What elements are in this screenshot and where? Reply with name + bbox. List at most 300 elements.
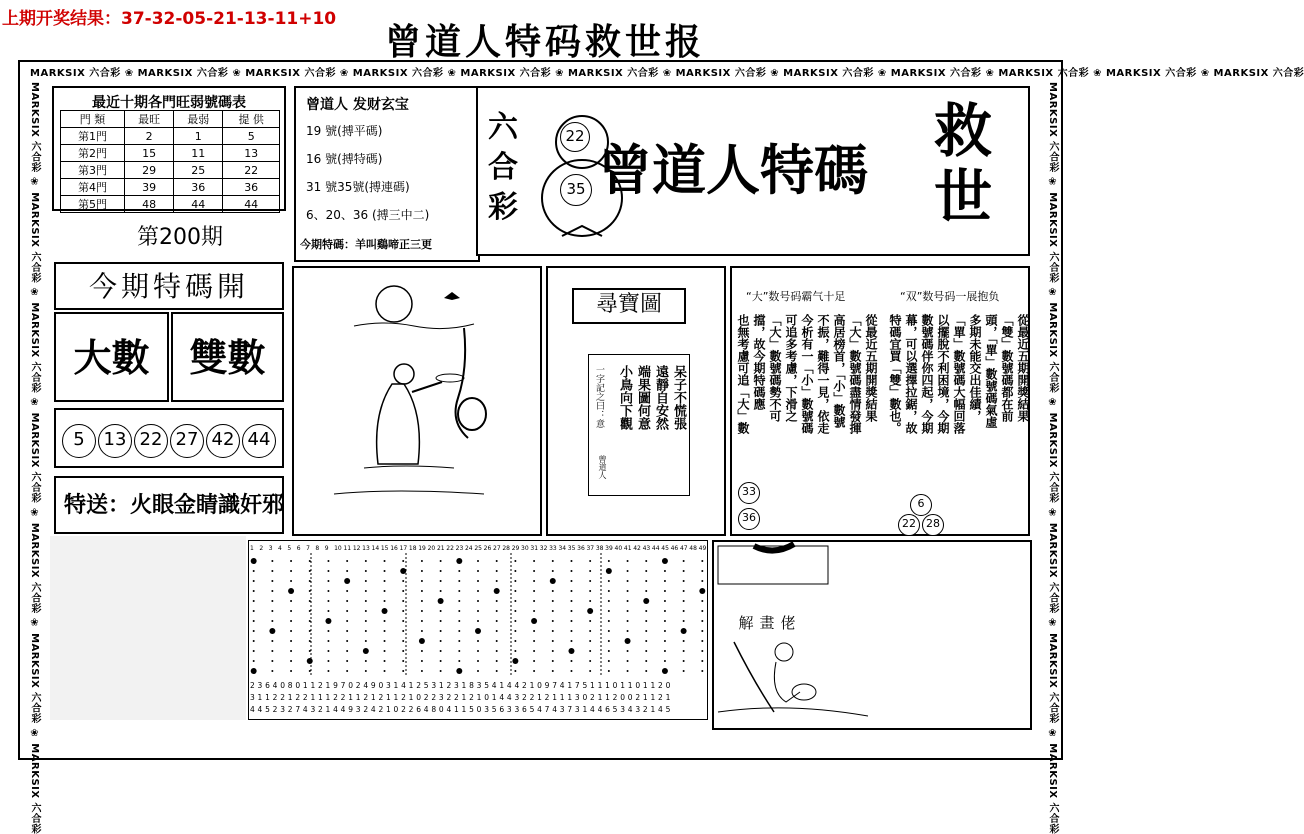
grid-column-number: 49 bbox=[698, 545, 707, 552]
grid-column-number: 39 bbox=[605, 545, 613, 552]
grid-dot bbox=[421, 620, 423, 622]
grid-column-number: 35 bbox=[567, 545, 576, 552]
analysis-column: 多期未能交出佳績， bbox=[968, 314, 982, 422]
grid-dot bbox=[365, 630, 367, 632]
table-header: 最旺 bbox=[125, 111, 174, 128]
grid-dot bbox=[440, 570, 442, 572]
scroll-line: 呆子不慌張 bbox=[671, 365, 686, 430]
analysis-column: 特碼宜買「雙」數也。 bbox=[888, 314, 902, 434]
grid-dot bbox=[402, 620, 404, 622]
lhc-label bbox=[488, 108, 518, 228]
grid-dot bbox=[402, 660, 404, 662]
logo-char: 世 bbox=[933, 163, 992, 231]
grid-dot bbox=[346, 670, 348, 672]
grid-dot bbox=[421, 670, 423, 672]
grid-column-number: 12 bbox=[352, 545, 361, 552]
grid-dot bbox=[552, 600, 554, 602]
grid-column-number: 36 bbox=[577, 545, 585, 552]
grid-dot bbox=[419, 638, 425, 644]
grid-dot bbox=[290, 610, 292, 612]
big-number-label: 大數 bbox=[54, 312, 169, 402]
grid-dot bbox=[683, 640, 685, 642]
analysis-column: 今析有一「小」數號碼 bbox=[800, 314, 814, 434]
analysis-column: 「雙」數號碼都在前 bbox=[1000, 314, 1014, 422]
grid-dot bbox=[645, 580, 647, 582]
grid-dot bbox=[309, 640, 311, 642]
grid-column-number: 11 bbox=[343, 545, 352, 552]
cartoon-label: 解畫佬 bbox=[738, 614, 802, 632]
grid-dot bbox=[402, 590, 404, 592]
grid-dot bbox=[384, 570, 386, 572]
grid-dot bbox=[496, 660, 498, 662]
grid-dot bbox=[400, 568, 406, 574]
grid-dot bbox=[346, 590, 348, 592]
grid-column-number: 32 bbox=[539, 545, 548, 552]
door-stats-table bbox=[60, 110, 280, 213]
grid-column-number: 1 bbox=[250, 545, 254, 552]
grid-dot bbox=[346, 620, 348, 622]
cartoon-illustration bbox=[714, 542, 1030, 728]
table-cell: 44 bbox=[223, 196, 280, 213]
grid-dot bbox=[512, 658, 518, 664]
treasure-title: 尋寶圖 bbox=[572, 288, 686, 324]
grid-dot bbox=[309, 610, 311, 612]
open-label: 今期特碼開 bbox=[54, 262, 284, 310]
grid-dot bbox=[570, 570, 572, 572]
grid-dot bbox=[253, 650, 255, 652]
open-number: 42 bbox=[206, 424, 240, 458]
grid-dot bbox=[589, 600, 591, 602]
grid-dot bbox=[701, 620, 703, 622]
grid-dot bbox=[589, 640, 591, 642]
tips-special: 今期特碼：羊叫鷄啼正三更 bbox=[300, 238, 432, 251]
grid-dot bbox=[589, 650, 591, 652]
grid-dot bbox=[533, 630, 535, 632]
grid-dot bbox=[645, 620, 647, 622]
marksix-strip-top: MARKSIX 六合彩 ❀ MARKSIX 六合彩 ❀ MARKSIX 六合彩 ❀ MARKSIX 六合彩 ❀ MARKSIX 六合彩 ❀ MARKSIX 六合彩 ❀ MARKSIX 六合彩 ❀ MARKSIX 六合彩 ❀ MARKSIX 六合彩 ❀ MARKSIX 六合彩 ❀ MARKSIX 六合彩 ❀ MARKSIX 六合彩 bbox=[30, 68, 1304, 79]
grid-dot bbox=[271, 570, 273, 572]
analysis-ball: 6 bbox=[910, 494, 932, 516]
grid-dot bbox=[477, 650, 479, 652]
grid-dot bbox=[662, 668, 668, 674]
grid-dot bbox=[589, 560, 591, 562]
grid-dot bbox=[627, 610, 629, 612]
grid-dot bbox=[327, 650, 329, 652]
grid-dot bbox=[570, 660, 572, 662]
logo-char: 救 bbox=[933, 97, 992, 165]
grid-dot bbox=[382, 608, 388, 614]
grid-dot bbox=[477, 620, 479, 622]
grid-dot bbox=[309, 620, 311, 622]
tip-line: 16 號(搏特碼) bbox=[306, 152, 383, 166]
grid-dot bbox=[271, 560, 273, 562]
grid-dot bbox=[421, 590, 423, 592]
grid-dot bbox=[290, 600, 292, 602]
grid-dot bbox=[440, 620, 442, 622]
grid-dot bbox=[309, 600, 311, 602]
grid-dot bbox=[683, 570, 685, 572]
grid-dot bbox=[346, 610, 348, 612]
grid-dot bbox=[533, 600, 535, 602]
scroll-line: 遠靜自安然 bbox=[653, 365, 668, 430]
dot-grid-chart bbox=[249, 541, 707, 677]
grid-dot bbox=[645, 590, 647, 592]
grid-dot bbox=[421, 570, 423, 572]
analysis-heading-left: “大”数号码霸气十足 bbox=[746, 290, 846, 303]
grid-dot bbox=[402, 670, 404, 672]
scroll-signature: 曾道人 bbox=[598, 455, 607, 479]
table-cell: 39 bbox=[125, 179, 174, 196]
table-row bbox=[61, 145, 280, 162]
grid-dot bbox=[365, 670, 367, 672]
grid-dot bbox=[514, 620, 516, 622]
grid-dot bbox=[494, 588, 500, 594]
grid-dot bbox=[608, 600, 610, 602]
open-number: 13 bbox=[98, 424, 132, 458]
table-cell: 第5門 bbox=[61, 196, 125, 213]
table-cell: 第1門 bbox=[61, 128, 125, 145]
grid-dot bbox=[552, 660, 554, 662]
grid-dot bbox=[325, 618, 331, 624]
grid-dot bbox=[402, 650, 404, 652]
grid-dot bbox=[458, 610, 460, 612]
analysis-column: 頭，「單」數號碼氣虛 bbox=[984, 314, 998, 428]
grid-dot bbox=[309, 670, 311, 672]
grid-dot bbox=[533, 640, 535, 642]
grid-dot bbox=[550, 578, 556, 584]
grid-dot bbox=[664, 620, 666, 622]
grid-dot bbox=[514, 640, 516, 642]
grid-column-number: 19 bbox=[418, 545, 426, 552]
grid-dot bbox=[552, 590, 554, 592]
grid-dot bbox=[514, 600, 516, 602]
grid-dot bbox=[384, 600, 386, 602]
grid-number-row: 3 1 1 2 2 1 2 2 1 1 1 2 2 1 1 2 1 2 1 1 2 1 0 2 2 3 2 2 1 2 1 0 1 4 4 3 2 2 1 2 1 1 1 3 0 2 1 1 2 0 0 2 1 1 2 1 bbox=[250, 693, 671, 702]
grid-column-number: 23 bbox=[455, 545, 464, 552]
grid-dot bbox=[570, 630, 572, 632]
grid-dot bbox=[384, 560, 386, 562]
analysis-column: 以擺脫不利困境，今期 bbox=[936, 314, 950, 434]
grid-dot bbox=[496, 640, 498, 642]
grid-dot bbox=[496, 560, 498, 562]
grid-dot bbox=[664, 580, 666, 582]
grid-dot bbox=[271, 610, 273, 612]
grid-dot bbox=[683, 560, 685, 562]
paper-title: 曾道人特码救世报 bbox=[384, 21, 705, 63]
grid-dot bbox=[701, 660, 703, 662]
grid-dot bbox=[589, 570, 591, 572]
grid-dot bbox=[421, 650, 423, 652]
grid-dot bbox=[701, 650, 703, 652]
analysis-ball: 28 bbox=[922, 514, 944, 536]
table-cell: 11 bbox=[174, 145, 223, 162]
analysis-ball: 22 bbox=[898, 514, 920, 536]
grid-dot bbox=[421, 610, 423, 612]
grid-dot bbox=[664, 640, 666, 642]
grid-dot bbox=[662, 558, 668, 564]
grid-dot bbox=[365, 560, 367, 562]
grid-dot bbox=[552, 650, 554, 652]
grid-column-number: 46 bbox=[670, 545, 679, 552]
grid-dot bbox=[440, 670, 442, 672]
grid-dot bbox=[402, 580, 404, 582]
grid-dot bbox=[346, 600, 348, 602]
table-header: 門 類 bbox=[61, 111, 125, 128]
grid-dot bbox=[627, 590, 629, 592]
grid-dot bbox=[589, 630, 591, 632]
grid-dot bbox=[683, 670, 685, 672]
grid-dot bbox=[701, 580, 703, 582]
old-man-illustration bbox=[294, 268, 540, 534]
table-cell: 48 bbox=[125, 196, 174, 213]
grid-column-number: 34 bbox=[558, 545, 567, 552]
grid-dot bbox=[643, 598, 649, 604]
open-number: 44 bbox=[242, 424, 276, 458]
analysis-panel bbox=[730, 266, 1030, 536]
grid-column-number: 15 bbox=[380, 545, 389, 552]
grid-dot bbox=[440, 660, 442, 662]
grid-dot bbox=[533, 590, 535, 592]
grid-dot bbox=[421, 580, 423, 582]
grid-dot bbox=[570, 580, 572, 582]
grid-dot bbox=[645, 670, 647, 672]
grid-column-number: 38 bbox=[595, 545, 604, 552]
grid-dot bbox=[589, 590, 591, 592]
grid-number-rows bbox=[248, 676, 708, 720]
grid-dot bbox=[701, 610, 703, 612]
grid-dot bbox=[290, 640, 292, 642]
grid-dot bbox=[440, 640, 442, 642]
grid-dot bbox=[514, 560, 516, 562]
grid-dot bbox=[327, 560, 329, 562]
grid-dot bbox=[627, 670, 629, 672]
grid-dot bbox=[251, 558, 257, 564]
logo-panel bbox=[476, 86, 1030, 256]
grid-dot bbox=[477, 660, 479, 662]
grid-dot bbox=[440, 560, 442, 562]
table-header: 提 供 bbox=[223, 111, 280, 128]
grid-dot bbox=[365, 590, 367, 592]
even-number-label: 雙數 bbox=[171, 312, 284, 402]
grid-dot bbox=[421, 600, 423, 602]
grid-dot bbox=[253, 600, 255, 602]
grid-dot bbox=[645, 570, 647, 572]
grid-dot bbox=[477, 590, 479, 592]
grid-dot bbox=[327, 670, 329, 672]
grid-dot bbox=[608, 660, 610, 662]
grid-dot bbox=[701, 570, 703, 572]
grid-dot bbox=[327, 610, 329, 612]
grid-column-number: 20 bbox=[427, 545, 436, 552]
grid-dot bbox=[496, 670, 498, 672]
grid-dot bbox=[458, 570, 460, 572]
grid-dot bbox=[589, 580, 591, 582]
grid-column-number: 21 bbox=[436, 545, 445, 552]
grid-column-number: 13 bbox=[362, 545, 370, 552]
table-cell: 2 bbox=[125, 128, 174, 145]
grid-dot bbox=[699, 588, 705, 594]
table-cell: 25 bbox=[174, 162, 223, 179]
grid-dot bbox=[608, 580, 610, 582]
grid-dot bbox=[458, 600, 460, 602]
grid-dot bbox=[365, 600, 367, 602]
illustration-panel bbox=[292, 266, 542, 536]
grid-column-number: 30 bbox=[521, 545, 529, 552]
grid-column-number: 47 bbox=[679, 545, 688, 552]
treasure-scroll bbox=[588, 354, 690, 496]
grid-dot bbox=[608, 560, 610, 562]
grid-dot bbox=[701, 630, 703, 632]
grid-dot bbox=[496, 600, 498, 602]
grid-dot bbox=[701, 560, 703, 562]
grid-dot bbox=[683, 600, 685, 602]
grid-column-number: 31 bbox=[530, 545, 539, 552]
grid-dot bbox=[664, 630, 666, 632]
analysis-column: 「大」數號碼勢不可 bbox=[768, 314, 782, 422]
door-stats-panel bbox=[52, 86, 286, 211]
grid-dot bbox=[346, 660, 348, 662]
grid-dot bbox=[458, 650, 460, 652]
grid-dot bbox=[683, 660, 685, 662]
table-row bbox=[61, 179, 280, 196]
tips-title: 曾道人 发财玄宝 bbox=[306, 97, 409, 113]
grid-dot bbox=[346, 630, 348, 632]
grid-column-number: 16 bbox=[390, 545, 398, 552]
open-numbers-panel bbox=[54, 408, 284, 468]
grid-column-number: 24 bbox=[464, 545, 473, 552]
grid-dot bbox=[681, 628, 687, 634]
grid-dot bbox=[570, 560, 572, 562]
grid-dot bbox=[477, 600, 479, 602]
table-cell: 第4門 bbox=[61, 179, 125, 196]
grid-dot bbox=[402, 560, 404, 562]
table-cell: 22 bbox=[223, 162, 280, 179]
grid-dot bbox=[440, 610, 442, 612]
grid-column-number: 37 bbox=[586, 545, 595, 552]
grid-column-number: 41 bbox=[623, 545, 632, 552]
grid-dot bbox=[552, 630, 554, 632]
grid-column-number: 45 bbox=[661, 545, 669, 552]
grid-dot bbox=[327, 660, 329, 662]
grid-column-number: 33 bbox=[549, 545, 557, 552]
analysis-column: 不振，難得一見，依走 bbox=[816, 314, 830, 434]
open-number: 27 bbox=[170, 424, 204, 458]
grid-dot bbox=[290, 670, 292, 672]
tip-line: 19 號(搏平碼) bbox=[306, 124, 383, 138]
grid-dot bbox=[683, 610, 685, 612]
grid-column-number: 42 bbox=[633, 545, 641, 552]
grid-dot bbox=[496, 580, 498, 582]
grid-dot bbox=[533, 580, 535, 582]
grid-dot bbox=[701, 640, 703, 642]
grid-dot bbox=[440, 580, 442, 582]
grid-dot bbox=[253, 580, 255, 582]
table-header-row bbox=[61, 111, 280, 128]
grid-column-number: 18 bbox=[408, 545, 417, 552]
table-header: 最弱 bbox=[174, 111, 223, 128]
grid-column-number: 44 bbox=[651, 545, 660, 552]
grid-dot bbox=[533, 660, 535, 662]
grid-dot bbox=[627, 650, 629, 652]
grid-dot bbox=[458, 580, 460, 582]
last-result-banner: 上期开奖结果：37-32-05-21-13-11+10 bbox=[2, 9, 337, 29]
analysis-column: 從最近五期開獎結果 bbox=[864, 314, 878, 422]
grid-dot bbox=[701, 670, 703, 672]
open-number: 5 bbox=[62, 424, 96, 458]
grid-dot bbox=[608, 590, 610, 592]
grid-dot bbox=[608, 650, 610, 652]
grid-dot bbox=[683, 620, 685, 622]
grid-dot bbox=[438, 598, 444, 604]
grid-dot bbox=[346, 650, 348, 652]
grid-dot bbox=[608, 620, 610, 622]
lhc-char: 彩 bbox=[488, 190, 518, 225]
grid-column-number: 28 bbox=[502, 545, 511, 552]
open-number: 22 bbox=[134, 424, 168, 458]
table-cell: 13 bbox=[223, 145, 280, 162]
grid-dot bbox=[309, 590, 311, 592]
grid-dot bbox=[683, 590, 685, 592]
grid-column-number: 26 bbox=[483, 545, 492, 552]
grid-dot bbox=[589, 670, 591, 672]
table-cell: 5 bbox=[223, 128, 280, 145]
grid-dot bbox=[645, 650, 647, 652]
grid-dot bbox=[290, 620, 292, 622]
marksix-strip-right: MARKSIX 六合彩 ❀ MARKSIX 六合彩 ❀ MARKSIX 六合彩 ❀ MARKSIX 六合彩 ❀ MARKSIX 六合彩 ❀ MARKSIX 六合彩 ❀ MARKSIX 六合彩 bbox=[1047, 82, 1058, 834]
grid-dot bbox=[514, 650, 516, 652]
grid-dot bbox=[477, 670, 479, 672]
grid-dot bbox=[552, 640, 554, 642]
grid-dot bbox=[570, 670, 572, 672]
grid-dot bbox=[570, 610, 572, 612]
analysis-column: 數號碼伴你四起，今期 bbox=[920, 314, 934, 434]
table-row bbox=[61, 196, 280, 213]
grid-dot bbox=[365, 580, 367, 582]
grid-dot bbox=[496, 570, 498, 572]
grid-dot bbox=[288, 588, 294, 594]
grid-dot bbox=[271, 590, 273, 592]
grid-dot bbox=[645, 560, 647, 562]
grid-dot bbox=[627, 660, 629, 662]
table-cell: 36 bbox=[174, 179, 223, 196]
grid-dot bbox=[589, 660, 591, 662]
grid-dot bbox=[664, 590, 666, 592]
grid-dot bbox=[421, 630, 423, 632]
grid-dot bbox=[533, 560, 535, 562]
grid-dot bbox=[645, 660, 647, 662]
grid-dot bbox=[627, 630, 629, 632]
grid-dot bbox=[477, 570, 479, 572]
grid-dot bbox=[271, 640, 273, 642]
grid-dot bbox=[346, 640, 348, 642]
grid-dot bbox=[664, 610, 666, 612]
grid-dot bbox=[327, 630, 329, 632]
grid-dot bbox=[271, 670, 273, 672]
grid-dot bbox=[496, 620, 498, 622]
grid-dot bbox=[253, 610, 255, 612]
grid-dot bbox=[570, 590, 572, 592]
grid-dot bbox=[290, 660, 292, 662]
grid-column-number: 8 bbox=[315, 545, 320, 552]
analysis-ball: 36 bbox=[738, 508, 760, 530]
tip-line: 31 號35號(搏連碼) bbox=[306, 180, 410, 194]
grid-dot bbox=[496, 630, 498, 632]
grid-dot bbox=[608, 630, 610, 632]
grid-dot bbox=[458, 620, 460, 622]
grid-column-number: 22 bbox=[446, 545, 454, 552]
grid-column-number: 7 bbox=[306, 545, 310, 552]
grid-dot bbox=[514, 590, 516, 592]
